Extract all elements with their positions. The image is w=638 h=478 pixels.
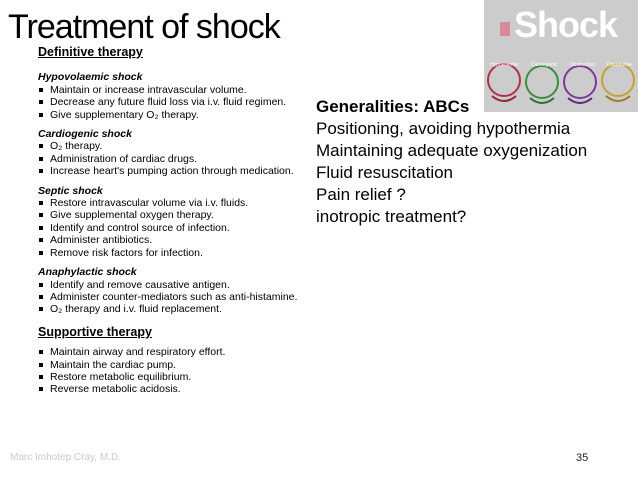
group-heading: Hypovolaemic shock bbox=[38, 71, 143, 84]
notes-line: Pain relief ? bbox=[316, 185, 406, 204]
notes-line: Fluid resuscitation bbox=[316, 163, 454, 182]
shock-type-labels bbox=[484, 62, 638, 68]
list-item: O₂ therapy. bbox=[38, 140, 313, 152]
notes-line: inotropic treatment? bbox=[316, 207, 467, 226]
list-item: Administer counter-mediators such as anti-histamine. bbox=[38, 291, 313, 303]
footer-author: Marc Imhotep Cray, M.D. bbox=[10, 452, 121, 463]
group-heading: Septic shock bbox=[38, 184, 103, 197]
group-items bbox=[38, 84, 313, 121]
group-heading: Cardiogenic shock bbox=[38, 128, 132, 141]
supportive-therapy-heading: Supportive therapy bbox=[38, 324, 152, 339]
list-item: Decrease any future fluid loss via i.v. fluid regimen. bbox=[38, 96, 313, 108]
label-hypovolemic: Hypovolemic bbox=[490, 62, 519, 68]
list-item: Identify and control source of infection. bbox=[38, 222, 313, 234]
list-item: Give supplementary O₂ therapy. bbox=[38, 109, 313, 121]
list-item: Maintain airway and respiratory effort. bbox=[38, 346, 313, 358]
therapy-group bbox=[38, 71, 313, 121]
label-cardiogenic: Cardiogenic bbox=[530, 62, 558, 68]
group-items bbox=[38, 140, 313, 177]
list-item: Identify and remove causative antigen. bbox=[38, 279, 313, 291]
list-item: Remove risk factors for infection. bbox=[38, 247, 313, 259]
shock-wordmark: Shock bbox=[514, 4, 618, 45]
slide-title: Treatment of shock bbox=[8, 8, 280, 46]
list-item: Maintain the cardiac pump. bbox=[38, 359, 313, 371]
definitive-therapy-heading: Definitive therapy bbox=[38, 45, 143, 59]
therapy-groups bbox=[38, 71, 313, 315]
list-item: Administer antibiotics. bbox=[38, 234, 313, 246]
list-item: Maintain or increase intravascular volume. bbox=[38, 84, 313, 96]
supportive-list bbox=[38, 346, 313, 396]
notes-line: Positioning, avoiding hypothermia bbox=[316, 119, 571, 138]
list-item: Restore intravascular volume via i.v. fluids. bbox=[38, 197, 313, 209]
therapy-panel bbox=[38, 46, 313, 396]
group-items bbox=[38, 197, 313, 259]
list-item: Restore metabolic equilibrium. bbox=[38, 371, 313, 383]
list-item: Administration of cardiac drugs. bbox=[38, 153, 313, 165]
therapy-group bbox=[38, 185, 313, 259]
group-heading: Anaphylactic shock bbox=[38, 266, 137, 279]
generalities-notes bbox=[316, 96, 636, 228]
therapy-group bbox=[38, 266, 313, 316]
therapy-group bbox=[38, 128, 313, 178]
label-distributive: Distributive bbox=[607, 62, 632, 68]
notes-line: Maintaining adequate oxygenization bbox=[316, 141, 588, 160]
list-item: Increase heart's pumping action through medication. bbox=[38, 165, 313, 177]
label-obstructive: Obstructive bbox=[569, 62, 595, 68]
group-items bbox=[38, 279, 313, 316]
list-item: Reverse metabolic acidosis. bbox=[38, 383, 313, 395]
page-number: 35 bbox=[576, 452, 589, 464]
notes-lead: Generalities: ABCs bbox=[316, 97, 470, 116]
list-item: Give supplemental oxygen therapy. bbox=[38, 209, 313, 221]
list-item: O₂ therapy and i.v. fluid replacement. bbox=[38, 303, 313, 315]
